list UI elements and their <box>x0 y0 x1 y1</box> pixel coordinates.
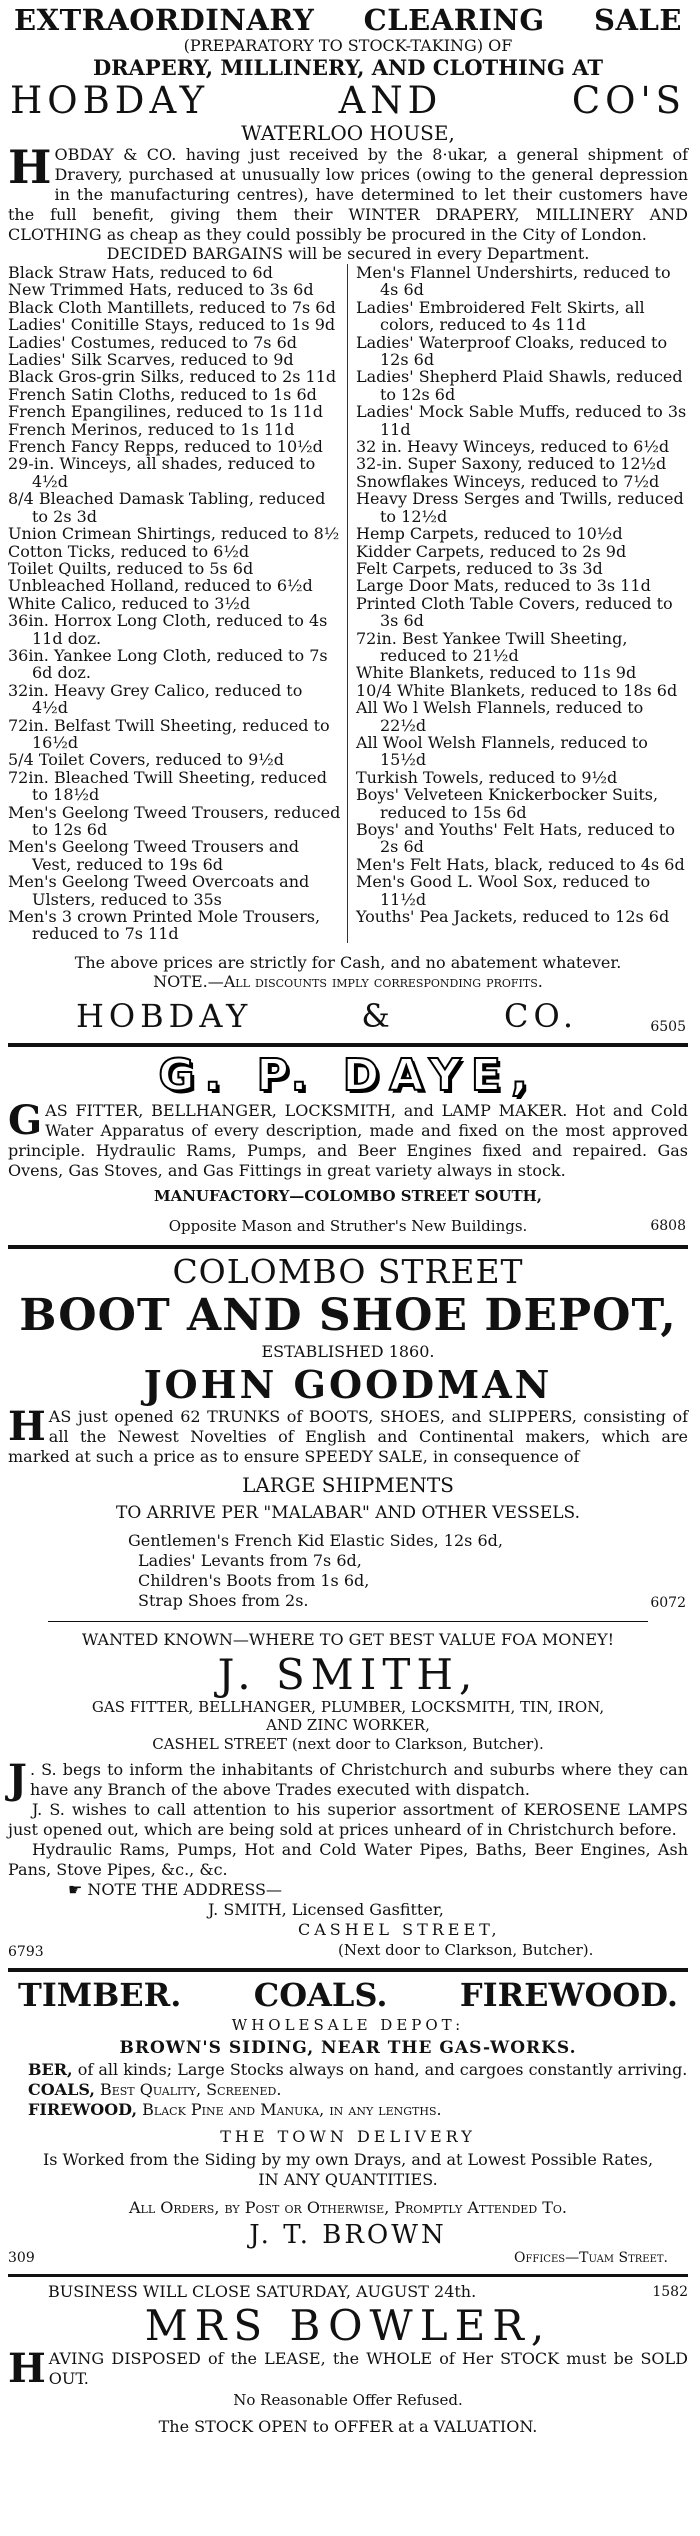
brown-coals <box>8 2080 688 2100</box>
list-item: Ladies' Levants from 7s 6d, <box>138 1550 362 1570</box>
price-item: Men's Good L. Wool Sox, reduced to 11½d <box>356 872 651 909</box>
beer-text: of all kinds; Large Stocks always on hand, and cargoes constantly arriving. <box>77 2059 688 2079</box>
goodman-established: ESTABLISHED 1860. <box>261 1341 435 1361</box>
goodman-arrive: TO ARRIVE PER "MALABAR" AND OTHER VESSELS. <box>116 1502 580 1523</box>
price-item: Toilet Quilts, reduced to 5s 6d <box>8 558 254 578</box>
goodman-advertisement <box>8 1253 688 1611</box>
smith-street: CASHEL STREET (next door to Clarkson, Butcher). <box>152 1734 544 1753</box>
brown-footer <box>8 2250 688 2266</box>
daye-body-text: AS FITTER, BELLHANGER, LOCKSMITH, and LAMP MAKER. Hot and Cold Water Apparatus of every description, made and fixed on the most approved principle. Hydraulic Rams, Pumps, and Beer Engines fixed and repaired. Gas Ovens, Gas Stoves, and Gas Fittings in great variety always in stock. <box>8 1100 688 1180</box>
bowler-body <box>8 2344 688 2392</box>
price-column-left <box>8 264 348 943</box>
price-item: 36in. Horrox Long Cloth, reduced to 4s 11d doz. <box>8 611 328 648</box>
price-item: 29-in. Winceys, all shades, reduced to 4½d <box>8 454 316 491</box>
headline-word: COALS. <box>253 1975 388 2014</box>
footer-word: CO. <box>503 996 578 1035</box>
smith-body-text: . S. begs to inform the inhabitants of Christchurch and suburbs where they can have any Branch of the above Trades executed with dispatch. <box>29 1759 688 1799</box>
price-item: Men's Flannel Undershirts, reduced to 4s 6d <box>356 263 671 300</box>
brown-beer <box>8 2060 688 2080</box>
hobday-name <box>8 80 688 122</box>
price-item: Cotton Ticks, reduced to 6½d <box>8 541 250 561</box>
price-item: 72in. Best Yankee Twill Sheeting, reduced to 21½d <box>356 628 628 665</box>
divider <box>8 2274 688 2277</box>
price-item: Hemp Carpets, reduced to 10½d <box>356 524 623 544</box>
price-item: Ladies' Conitille Stays, reduced to 1s 9d <box>8 315 336 335</box>
smith-body <box>8 1755 688 1803</box>
goodman-body-text: AS just opened 62 TRUNKS of BOOTS, SHOES, and SLIPPERS, consisting of all the Newest Novelties of English and Continental makers, which are marked at such a price as to ensure SPEEDY SALE, in consequence of <box>8 1406 688 1466</box>
price-item: Turkish Towels, reduced to 9½d <box>356 767 618 787</box>
ad-number: 6808 <box>650 1217 686 1234</box>
divider <box>8 1245 688 1249</box>
hobday-cash-note: The above prices are strictly for Cash, and no abatement whatever. <box>74 952 622 972</box>
price-item: French Fancy Repps, reduced to 10½d <box>8 437 323 457</box>
ad-number: 1582 <box>652 2283 688 2300</box>
price-item: Ladies' Costumes, reduced to 7s 6d <box>8 332 297 352</box>
brown-advertisement <box>8 1976 688 2266</box>
daye-factory: MANUFACTORY—COLOMBO STREET SOUTH, <box>153 1186 543 1205</box>
footer-word: & <box>361 996 395 1035</box>
brown-firewood <box>8 2100 688 2120</box>
smith-advertisement <box>8 1628 688 1960</box>
hobday-headline <box>8 4 688 36</box>
goodman-name: JOHN GOODMAN <box>143 1361 553 1407</box>
price-item: Ladies' Mock Sable Muffs, reduced to 3s 11d <box>356 402 687 439</box>
bowler-body-text: AVING DISPOSED of the LEASE, the WHOLE of Her STOCK must be SOLD OUT. <box>48 2348 688 2388</box>
bowler-stock: The STOCK OPEN to OFFER at a VALUATION. <box>158 2416 538 2436</box>
name-word: HOBDAY <box>10 79 210 122</box>
goodman-items <box>8 1531 688 1611</box>
divider <box>8 1968 688 1972</box>
price-item: 36in. Yankee Long Cloth, reduced to 7s 6d doz. <box>8 645 328 683</box>
smith-trades-2: AND ZINC WORKER, <box>266 1715 430 1734</box>
price-item: Boys' Velveteen Knickerbocker Suits, reduced to 15s 6d <box>356 785 659 822</box>
hobday-footer <box>8 991 688 1035</box>
divider <box>8 1043 688 1047</box>
brown-quantities: IN ANY QUANTITIES. <box>258 2169 438 2189</box>
daye-name: G. P. DAYE, <box>158 1049 538 1101</box>
ad-number: 6072 <box>650 1594 686 1611</box>
brown-offices: Offices—Tuam Street. <box>514 2249 668 2266</box>
price-item: Black Gros-grin Silks, reduced to 2s 11d <box>8 367 337 387</box>
headline-word: TIMBER. <box>18 1975 182 2014</box>
price-item: 8/4 Bleached Damask Tabling, reduced to 2s 3d <box>8 489 326 526</box>
hobday-advertisement <box>8 4 688 1035</box>
dropcap: H <box>8 140 52 194</box>
headline-word: FIREWOOD. <box>459 1975 678 2014</box>
price-item: Ladies' Shepherd Plaid Shawls, reduced to 12s 6d <box>356 367 683 404</box>
brown-siding: BROWN'S SIDING, NEAR THE GAS-WORKS. <box>119 2037 577 2058</box>
hobday-subtitle: (PREPARATORY TO STOCK-TAKING) OF <box>183 36 513 55</box>
price-item: Snowflakes Winceys, reduced to 7½d <box>356 471 660 491</box>
goodman-title: BOOT AND SHOE DEPOT, <box>19 1289 677 1341</box>
headline-word: SALE <box>594 3 682 37</box>
list-item: Gentlemen's French Kid Elastic Sides, 12s 6d, <box>128 1530 503 1550</box>
price-item: Printed Cloth Table Covers, reduced to 3s 6d <box>356 593 673 631</box>
price-item: 72in. Bleached Twill Sheeting, reduced to 18½d <box>8 767 327 805</box>
price-item: Youths' Pea Jackets, reduced to 12s 6d <box>356 907 670 927</box>
price-item: Black Straw Hats, reduced to 6d <box>8 263 273 282</box>
price-item: Ladies' Waterproof Cloaks, reduced to 12s 6d <box>356 332 668 370</box>
list-item: Children's Boots from 1s 6d, <box>138 1570 370 1590</box>
bowler-business-line <box>8 2281 688 2303</box>
divider <box>48 1621 648 1622</box>
hobday-house: WATERLOO HOUSE, <box>241 121 455 145</box>
price-item: 32-in. Super Saxony, reduced to 12½d <box>356 454 667 474</box>
dropcap: H <box>8 2344 46 2392</box>
goodman-street: COLOMBO STREET <box>172 1251 524 1291</box>
smith-name: J. SMITH, <box>217 1649 479 1699</box>
price-item: Men's 3 crown Printed Mole Trousers, reduced to 7s 11d <box>8 907 321 944</box>
price-item: Men's Felt Hats, black, reduced to 4s 6d <box>356 854 685 874</box>
price-item: French Epangilines, reduced to 1s 11d <box>8 402 324 422</box>
hobday-price-columns <box>8 264 688 943</box>
brown-name: J. T. BROWN <box>249 2219 447 2250</box>
price-item: French Merinos, reduced to 1s 11d <box>8 419 295 439</box>
goodman-large: LARGE SHIPMENTS <box>242 1472 454 1497</box>
ad-number: 6505 <box>650 1018 686 1035</box>
price-item: Boys' and Youths' Felt Hats, reduced to 2s 6d <box>356 820 675 857</box>
price-item: Men's Geelong Tweed Trousers, reduced to 12s 6d <box>8 802 341 839</box>
price-item: Large Door Mats, reduced to 3s 11d <box>356 576 651 596</box>
price-item: Ladies' Embroidered Felt Skirts, all colors, reduced to 4s 11d <box>356 297 645 335</box>
headline-word: CLEARING <box>363 3 545 37</box>
hobday-line2: DRAPERY, MILLINERY, AND CLOTHING AT <box>92 55 604 80</box>
headline-word: EXTRAORDINARY <box>14 3 315 37</box>
price-item: Ladies' Silk Scarves, reduced to 9d <box>8 350 294 370</box>
brown-orders: All Orders, by Post or Otherwise, Promptly Attended To. <box>129 2197 567 2217</box>
price-item: 32in. Heavy Grey Calico, reduced to 4½d <box>8 680 303 718</box>
bowler-name: MRS BOWLER, <box>144 2300 552 2350</box>
footer-word: HOBDAY <box>76 996 253 1035</box>
coals-text: Best Quality, Screened. <box>99 2079 282 2099</box>
smith-address-3: (Next door to Clarkson, Butcher). <box>338 1940 594 1959</box>
price-column-right <box>348 264 688 943</box>
smith-body-3: Hydraulic Rams, Pumps, Hot and Cold Water Pipes, Baths, Beer Engines, Ash Pans, Stove Pipes, &c., &c. <box>8 1839 688 1879</box>
coals-label: COALS, <box>28 2079 95 2099</box>
ad-number: 309 <box>8 2249 35 2266</box>
dropcap: H <box>8 1402 46 1450</box>
smith-body-2: J. S. wishes to call attention to his superior assortment of KEROSENE LAMPS just opened out, which are being sold at prices unheard of in Christchurch before. <box>8 1799 688 1839</box>
ad-number: 6793 <box>8 1943 44 1960</box>
hobday-note: NOTE.—All discounts imply corresponding profits. <box>153 971 543 991</box>
name-word: CO'S <box>571 79 686 122</box>
bowler-advertisement <box>8 2281 688 2439</box>
price-item: White Calico, reduced to 3½d <box>8 593 251 613</box>
price-item: Men's Geelong Tweed Trousers and Vest, reduced to 19s 6d <box>8 837 299 874</box>
price-item: White Blankets, reduced to 11s 9d <box>356 663 637 683</box>
hobday-intro <box>8 140 688 245</box>
price-item: French Satin Cloths, reduced to 1s 6d <box>8 384 317 404</box>
price-item: All Wo l Welsh Flannels, reduced to 22½d <box>356 698 644 735</box>
price-item: Felt Carpets, reduced to 3s 3d <box>356 558 603 578</box>
price-item: Black Cloth Mantillets, reduced to 7s 6d <box>8 297 336 317</box>
smith-trades: GAS FITTER, BELLHANGER, PLUMBER, LOCKSMITH, TIN, IRON, <box>91 1697 605 1716</box>
brown-worked: Is Worked from the Siding by my own Drays, and at Lowest Possible Rates, <box>42 2149 654 2169</box>
daye-body <box>8 1096 688 1181</box>
smith-wanted: WANTED KNOWN—WHERE TO GET BEST VALUE FOA MONEY! <box>81 1629 615 1649</box>
bowler-business: BUSINESS WILL CLOSE SATURDAY, AUGUST 24th. <box>48 2281 477 2301</box>
price-item: Kidder Carpets, reduced to 2s 9d <box>356 541 627 561</box>
smith-address-1: J. SMITH, Licensed Gasfitter, <box>208 1899 444 1919</box>
brown-wholesale: WHOLESALE DEPOT: <box>231 2015 465 2034</box>
firewood-label: FIREWOOD, <box>28 2099 138 2119</box>
smith-note: ☛ NOTE THE ADDRESS— <box>68 1879 282 1899</box>
price-item: Heavy Dress Serges and Twills, reduced to 12½d <box>356 489 684 526</box>
price-item: Unbleached Holland, reduced to 6½d <box>8 576 313 596</box>
dropcap: J <box>8 1755 27 1803</box>
price-item: 10/4 White Blankets, reduced to 18s 6d <box>356 680 678 700</box>
brown-delivery: THE TOWN DELIVERY <box>220 2126 476 2146</box>
beer-label: BER, <box>28 2059 73 2079</box>
dropcap: G <box>8 1096 43 1144</box>
price-item: 72in. Belfast Twill Sheeting, reduced to 16½d <box>8 715 330 752</box>
daye-advertisement <box>8 1051 688 1237</box>
bowler-refused: No Reasonable Offer Refused. <box>233 2390 463 2409</box>
list-item: Strap Shoes from 2s. <box>138 1590 309 1610</box>
name-word: AND <box>338 79 443 122</box>
price-item: Men's Geelong Tweed Overcoats and Ulsters, reduced to 35s <box>8 872 310 909</box>
price-item: 5/4 Toilet Covers, reduced to 9½d <box>8 750 285 770</box>
intro-text: OBDAY & CO. having just received by the 8·ukar, a general shipment of Dravery, purchased at unusually low prices (owing to the general depression in the manufacturing centres), have determined to let their customers have the full benefit, giving them their WINTER DRAPERY, MILLINERY AND CLOTHING as cheap as they could possibly be procured in the City of London. <box>8 145 688 244</box>
price-item: Union Crimean Shirtings, reduced to 8½ <box>8 524 340 544</box>
firewood-text: Black Pine and Manuka, in any lengths. <box>142 2099 442 2119</box>
price-item: New Trimmed Hats, reduced to 3s 6d <box>8 280 314 300</box>
goodman-body <box>8 1402 688 1467</box>
hobday-bargains: DECIDED BARGAINS will be secured in every Department. <box>106 244 590 263</box>
smith-address-2: CASHEL STREET, <box>298 1919 501 1939</box>
price-item: All Wool Welsh Flannels, reduced to 15½d <box>356 732 648 770</box>
price-item: 32 in. Heavy Winceys, reduced to 6½d <box>356 437 670 457</box>
brown-headline <box>8 1976 688 2014</box>
daye-opposite: Opposite Mason and Struther's New Buildings. <box>168 1216 528 1235</box>
